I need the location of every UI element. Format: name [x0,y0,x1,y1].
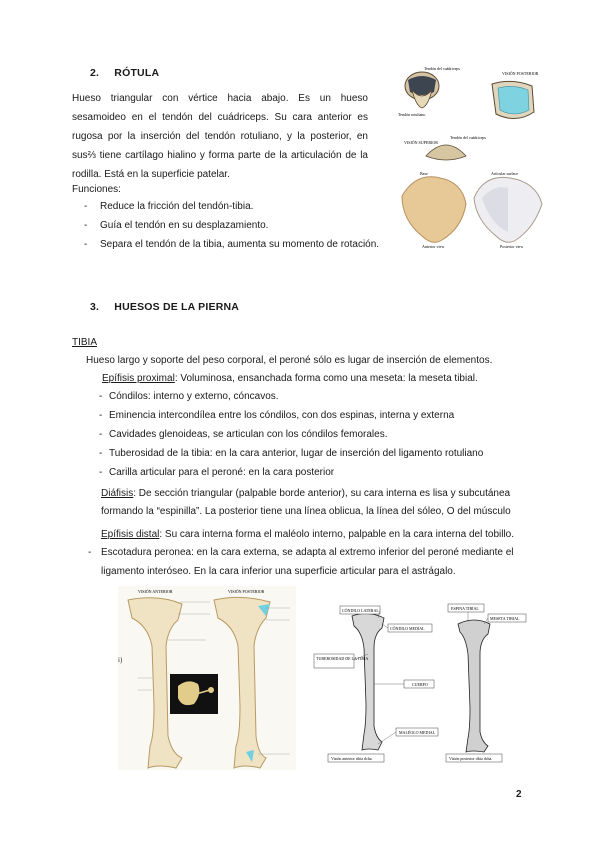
bw-label: CÓNDILO MEDIAL [390,626,425,631]
view-label: VISIÓN POSTERIOR [228,589,265,594]
function-text: Reduce la fricción del tendón-tibia. [100,201,254,212]
fig-label: Tendón del cuádriceps [424,66,460,71]
bw-caption: Visión anterior tibia dcha. [331,756,373,761]
patella-paragraph: Hueso triangular con vértice hacia abajo. Es un hueso sesamoideo en el tendón del cuádriceps. Su cara anterior es rugosa por la inserción del tendón rotuliano, y la posterior, en sus⅔ tiene cartílago hialino y forma parte de la articulación de la rodilla. Está en la superficie patelar. [72,93,368,180]
epifisis-distal-label: Epífisis distal [101,529,160,540]
functions-label: Funciones: [72,184,121,195]
function-text: Separa el tendón de la tibia, aumenta su momento de rotación. [100,239,380,250]
list-item: - Tuberosidad de la tibia: en la cara anterior, lugar de inserción del ligamento rotuliano [99,448,484,459]
fig-label: Anterior view [422,244,445,249]
patella-figure [396,64,546,250]
list-item: - Cóndilos: interno y externo, cóncavos. [99,391,279,402]
diafisis-line-1 [101,484,531,503]
heading-title: RÓTULA [114,67,160,79]
distal-item-line-1: Escotadura peronea: en la cara externa, se adapta al extremo inferior del peroné mediante el [101,547,514,558]
tibia-intro: Hueso largo y soporte del peso corporal, el peroné sólo es lugar de inserción de elementos. [86,355,493,366]
bw-label: ESPINA TIBIAL [451,606,479,611]
patella-superior-drawing [426,145,466,160]
diafisis-text: : De sección triangular (palpable borde anterior), su cara interna es lisa y subcutánea [133,488,511,499]
tibia-title: TIBIA [72,337,98,348]
bw-label: TUBEROSIDAD DE LA TIBIA [316,656,369,661]
patella-posterior-drawing [492,81,534,118]
proximal-list [99,387,529,482]
tibia-anterior-bw [352,613,384,750]
distal-item: - Escotadura peronea: en la cara externa, se adapta al extremo inferior del peroné mediante el ligamento interóseo. En la cara inferior una superficie articular para el astrágalo. [88,543,538,581]
epifisis-distal [101,525,531,544]
epifisis-proximal-label: Epífisis proximal [102,373,175,384]
heading-title: HUESOS DE LA PIERNA [114,301,240,313]
section-2-heading [90,67,159,79]
fig-label: VISIÓN SUPERIOR [404,140,438,145]
bw-label: CÓNDILO LATERAL [342,608,379,613]
function-text: Guía el tendón en su desplazamiento. [100,220,269,231]
fig-label: Base [420,171,428,176]
section-3-heading [90,301,239,313]
tibia-posterior-bw [458,620,490,752]
diafisis-label: Diáfisis [101,488,134,499]
tibia-bw-figure [308,594,530,768]
list-item: - Reduce la fricción del tendón-tibia. [84,201,254,212]
fig-label: VISIÓN POSTERIOR [502,71,539,76]
bw-label: MALÉOLO MEDIAL [399,730,436,735]
fig-label: Tendón rotuliano [398,112,426,117]
list-item: - Guía el tendón en su desplazamiento. [84,220,269,231]
patella-lateral-drawing [405,72,439,108]
view-label: VISIÓN ANTERIOR [138,589,173,594]
page-number: 2 [516,789,522,800]
heading-number: 3. [90,301,100,313]
bw-label: MESETA TIBIAL [490,616,520,621]
side-label: i) [118,656,123,664]
functions-list [84,197,404,254]
diafisis-line-2: formando la “espinilla”. La posterior tiene una línea oblicua, la línea del sóleo, O del músculo [101,506,511,517]
fig-label: Posterior view [500,244,524,249]
patella-anterior-photo [402,177,466,242]
heading-number: 2. [90,67,100,79]
tibia-color-figure [118,586,296,770]
list-item: - Carilla articular para el peroné: en la cara posterior [99,467,335,478]
epifisis-proximal-text: : Voluminosa, ensanchada forma como una meseta: la meseta tibial. [174,373,478,384]
distal-item-line-2: ligamento interóseo. En la cara inferior una superficie articular para el astrágalo. [101,566,456,577]
list-item: - Eminencia intercondílea entre los cóndilos, con dos espinas, interna y externa [99,410,455,421]
bw-label: CUERPO [412,682,428,687]
epifisis-proximal [102,369,478,388]
list-item: - Cavidades glenoideas, se articulan con los cóndilos femorales. [99,429,388,440]
epifisis-distal-text: : Su cara interna forma el maléolo interno, palpable en la cara interna del tobillo. [159,529,515,540]
bw-caption: Visión posterior tibia dcha. [449,756,493,761]
fig-label: Articular surface [491,171,518,176]
list-item: - Separa el tendón de la tibia, aumenta su momento de rotación. [84,239,380,250]
fig-label: Tendón del cuádriceps [450,135,486,140]
